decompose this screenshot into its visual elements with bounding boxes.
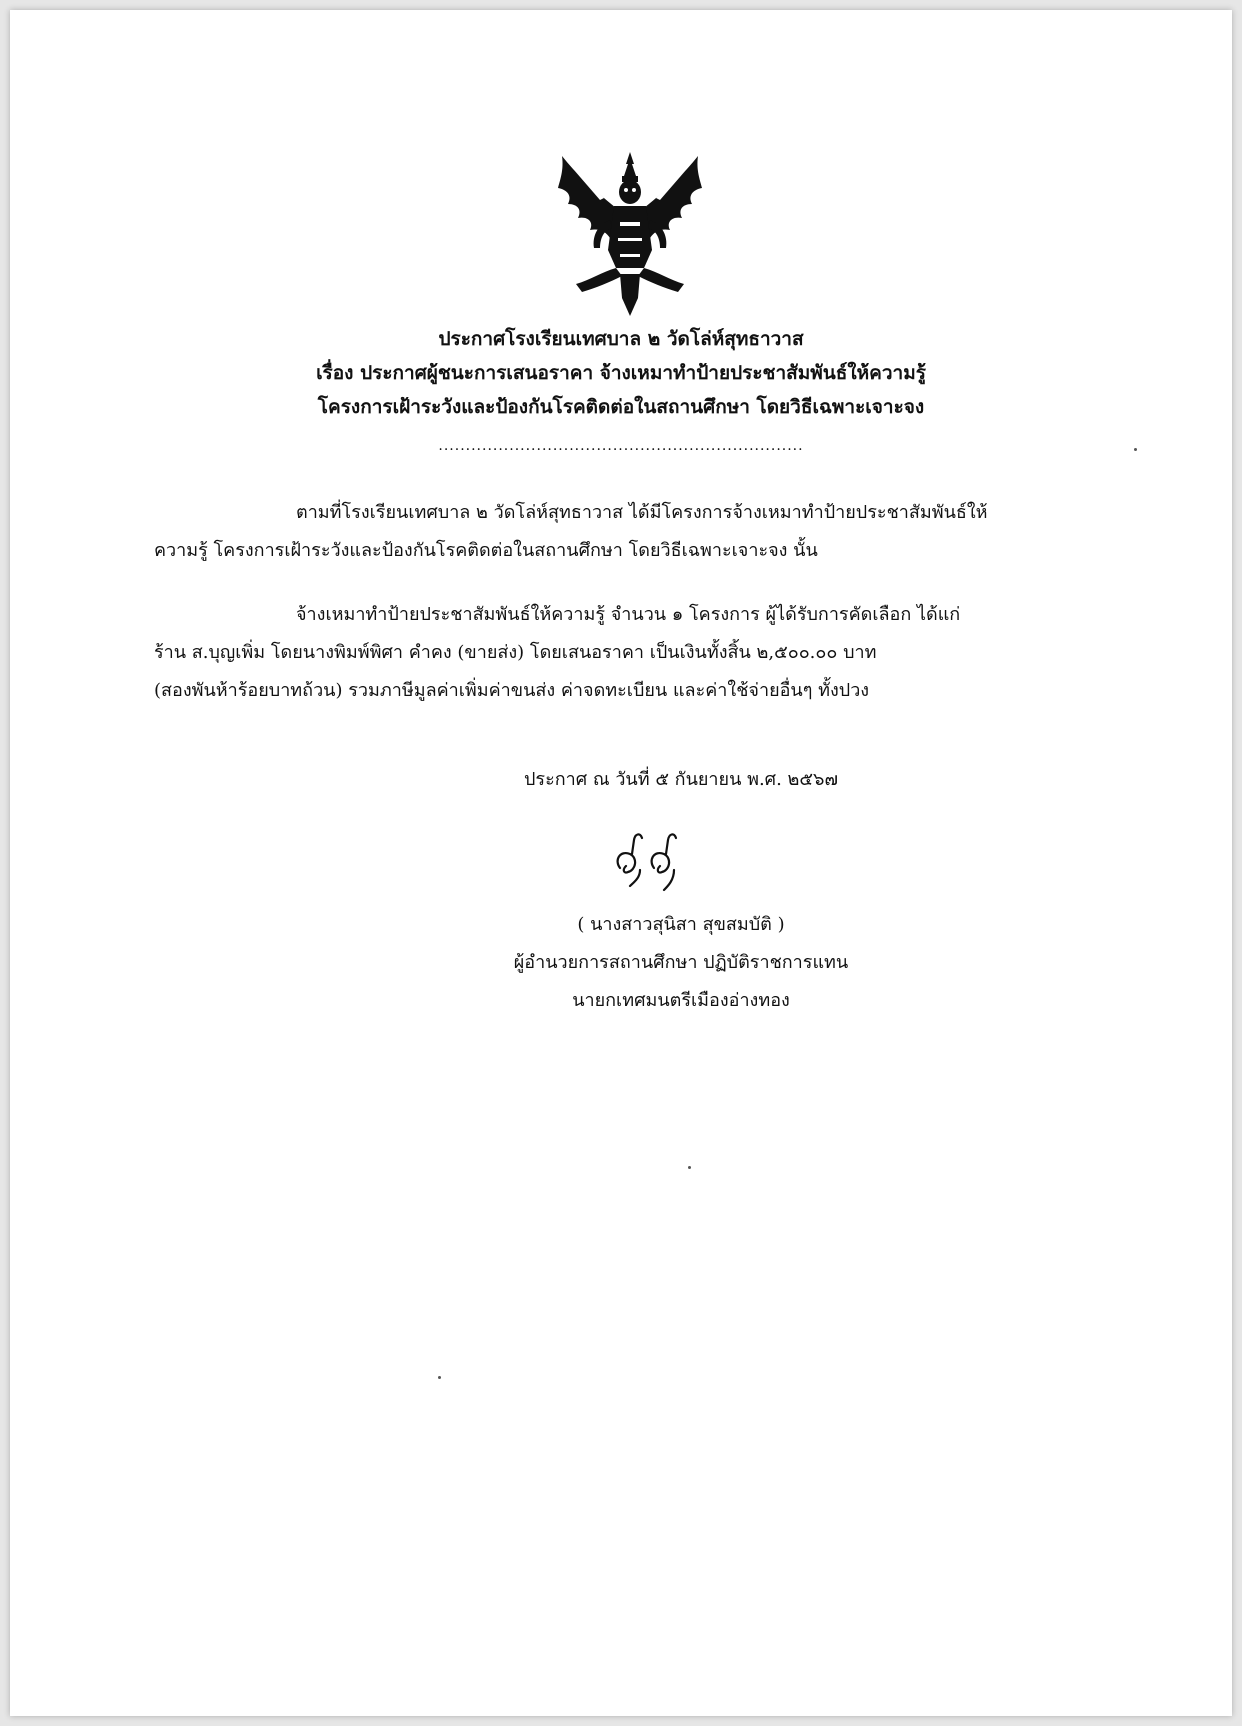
signer-position: ผู้อำนวยการสถานศึกษา ปฏิบัติราชการแทน: [513, 952, 849, 973]
signer-block: [70, 906, 1242, 1020]
paragraph-line: ความรู้ โครงการเฝ้าระวังและป้องกันโรคติดต่อในสถานศึกษา โดยวิธีเฉพาะเจาะจง นั้น: [154, 540, 818, 561]
handwritten-signature: [610, 820, 700, 892]
paragraph-line: (สองพันห้าร้อยบาทถ้วน) รวมภาษีมูลค่าเพิ่มค่าขนส่ง ค่าจดทะเบียน และค่าใช้จ่ายอื่นๆ ทั้งปวง: [154, 680, 870, 701]
signer-name: ( นางสาวสุนิสา สุขสมบัติ ): [577, 914, 785, 935]
paragraph-award: [154, 596, 1084, 710]
garuda-emblem-icon: [554, 150, 706, 318]
scan-speck: [438, 1376, 441, 1379]
announcement-date: ประกาศ ณ วันที่ ๕ กันยายน พ.ศ. ๒๕๖๗: [523, 769, 838, 790]
dotted-separator: ...................................................................: [438, 438, 804, 454]
heading-subject: เรื่อง ประกาศผู้ชนะการเสนอราคา จ้างเหมาทำป้ายประชาสัมพันธ์ให้ความรู้: [316, 362, 926, 384]
scan-speck: [688, 1166, 691, 1169]
heading-project: โครงการเฝ้าระวังและป้องกันโรคติดต่อในสถานศึกษา โดยวิธีเฉพาะเจาะจง: [317, 396, 925, 418]
paragraph-line: ตามที่โรงเรียนเทศบาล ๒ วัดโล่ห์สุทธาวาส ได้มีโครงการจ้างเหมาทำป้ายประชาสัมพันธ์ให้: [296, 502, 988, 523]
announcement-heading: [10, 322, 1232, 424]
paragraph-line: จ้างเหมาทำป้ายประชาสัมพันธ์ให้ความรู้ จำนวน ๑ โครงการ ผู้ได้รับการคัดเลือก ได้แก่: [296, 604, 961, 625]
signer-position-secondary: นายกเทศมนตรีเมืองอ่างทอง: [572, 990, 790, 1011]
paragraph-background: [154, 494, 1084, 570]
document-page: [10, 10, 1232, 1716]
scan-speck: [1134, 448, 1137, 451]
paragraph-line: ร้าน ส.บุญเพิ่ม โดยนางพิมพ์พิศา คำคง (ขายส่ง) โดยเสนอราคา เป็นเงินทั้งสิ้น ๒,๕๐๐.๐๐ บาท: [154, 642, 877, 663]
heading-school-title: ประกาศโรงเรียนเทศบาล ๒ วัดโล่ห์สุทธาวาส: [438, 328, 804, 350]
